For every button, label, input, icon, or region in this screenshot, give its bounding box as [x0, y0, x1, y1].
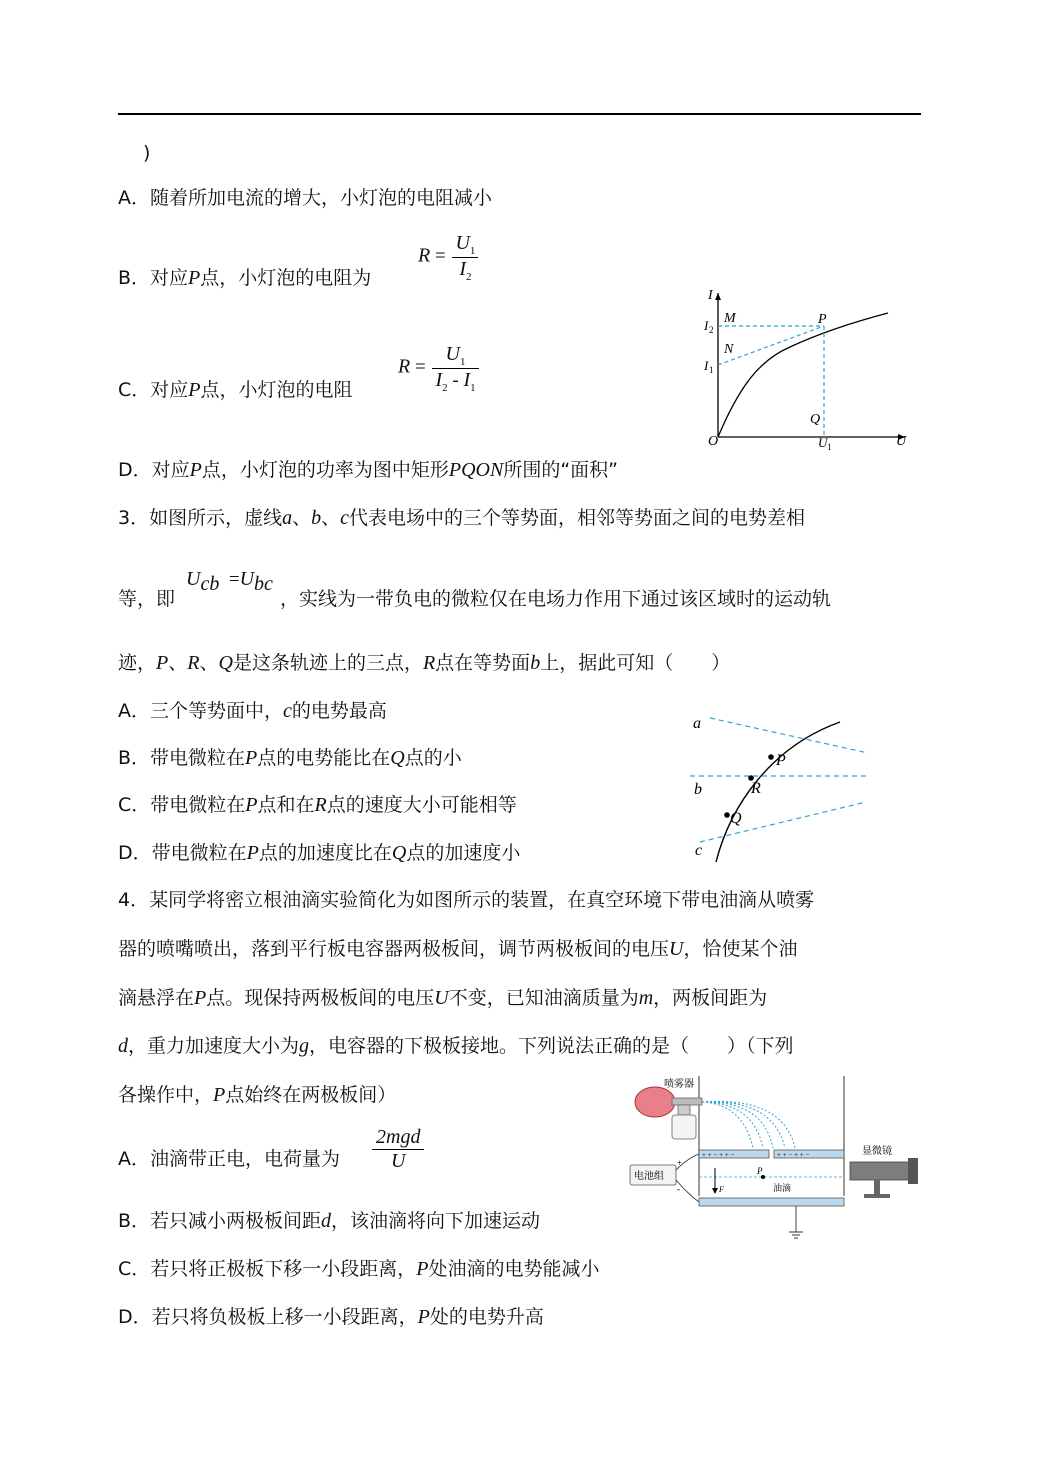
microscope-base	[864, 1194, 890, 1198]
point-p-label: P	[776, 752, 786, 769]
q4-line-4: d，重力加速度大小为g，电容器的下极板接地。下列说法正确的是（ ）（下列	[118, 1035, 794, 1057]
q2-option-d: D．对应P点，小灯泡的功率为图中矩形PQON所围的“面积”	[118, 459, 619, 481]
q2-b-formula: R = $\frac{U_1}{I_2}$	[418, 232, 478, 283]
sprayer-label: 喷雾器	[664, 1079, 694, 1090]
point-q-label: Q	[810, 412, 821, 427]
q3-line-3: 迹，P、R、Q是这条轨迹上的三点，R点在等势面b上，据此可知（ ）	[118, 652, 731, 674]
q4-a-charge-formula: $\frac{\text{2mgd}}{U}$	[372, 1126, 424, 1173]
u1-subscript: 1	[827, 442, 832, 452]
u-axis-label: U	[896, 434, 907, 449]
iu-graph-figure	[700, 285, 915, 455]
q2-option-b: B．对应P点，小灯泡的电阻为	[118, 267, 372, 289]
q4-line-5: 各操作中，P点始终在两极板间）	[118, 1084, 397, 1106]
sprayer-nozzle	[672, 1098, 702, 1105]
surface-c-label: c	[695, 842, 703, 859]
q4-option-d: D．若只将负极板上移一小段距离，P处的电势升高	[118, 1306, 544, 1328]
i1-label: I	[704, 358, 709, 373]
header-rule	[118, 113, 921, 115]
point-q-dot	[724, 812, 730, 818]
microscope-label: 显微镜	[862, 1146, 892, 1157]
point-p-label: P	[757, 1166, 763, 1176]
bottom-plate	[699, 1198, 844, 1206]
q2-c-formula: R = $\frac{U_1}{I_2 - I_1}$	[398, 343, 479, 394]
battery-label: 电池组	[634, 1171, 664, 1182]
origin-label: O	[708, 434, 719, 449]
point-r-label: R	[751, 780, 761, 797]
q2-option-c: C．对应P点，小灯泡的电阻	[118, 379, 353, 401]
sprayer-neck	[678, 1105, 690, 1115]
point-p-dot	[768, 754, 774, 760]
particle-trajectory	[716, 722, 840, 862]
q3-potential-formula: $U_{cb} =U_{bc}$	[186, 568, 273, 595]
i2-subscript: 2	[709, 325, 714, 335]
q4-line-1: 4．某同学将密立根油滴实验简化为如图所示的装置，在真空环境下带电油滴从喷雾	[118, 889, 815, 911]
q4-line-3: 滴悬浮在P点。现保持两极板间的电压U不变，已知油滴质量为m，两板间距为	[118, 987, 768, 1009]
q2-tail: )	[143, 142, 151, 164]
i1-subscript: 1	[709, 365, 714, 375]
q2-option-a: A．随着所加电流的增大，小灯泡的电阻减小	[118, 187, 492, 209]
negative-terminal-label: -	[677, 1184, 680, 1194]
q3-option-a: A．三个等势面中，c的电势最高	[118, 700, 387, 722]
millikan-apparatus-figure	[628, 1076, 923, 1244]
tangent-dashed-line	[718, 326, 824, 365]
point-n-label: N	[724, 342, 734, 357]
microscope-stand	[874, 1180, 880, 1194]
sprayer-bottle	[672, 1115, 696, 1139]
q4-option-b: B．若只减小两极板间距d，该油滴将向下加速运动	[118, 1210, 541, 1232]
spray-path	[702, 1101, 795, 1148]
iu-curve	[718, 313, 888, 437]
point-m-label: M	[724, 311, 736, 326]
top-plate-charges: + + − + + −	[702, 1151, 735, 1159]
equipotential-a	[710, 718, 868, 753]
q3-option-b: B．带电微粒在P点的电势能比在Q点的小	[118, 747, 462, 769]
microscope-tube	[850, 1162, 914, 1180]
i-axis-label: I	[708, 288, 713, 303]
top-plate-charges: + + − + + −	[777, 1151, 810, 1159]
q3-option-c: C．带电微粒在P点和在R点的速度大小可能相等	[118, 794, 517, 816]
spray-path	[702, 1102, 753, 1148]
u1-label: U	[818, 435, 828, 450]
force-label: F	[719, 1185, 724, 1194]
sprayer-bulb	[635, 1087, 675, 1117]
force-arrowhead	[712, 1188, 718, 1194]
equipotential-figure	[690, 712, 875, 867]
i2-label: I	[704, 318, 709, 333]
microscope-eyepiece	[908, 1158, 918, 1184]
q3-line-1: 3．如图所示，虚线a、b、c代表电场中的三个等势面，相邻等势面之间的电势差相	[118, 507, 806, 529]
surface-b-label: b	[694, 781, 702, 798]
point-q-label: Q	[730, 810, 742, 827]
q3-line-2: 等，即 ，实线为一带负电的微粒仅在电场力作用下通过该区域时的运动轨	[118, 588, 832, 610]
surface-a-label: a	[693, 715, 701, 732]
oil-drop-label: 油滴	[773, 1183, 792, 1193]
q4-option-c: C．若只将正极板下移一小段距离，P处油滴的电势能减小	[118, 1258, 600, 1280]
positive-terminal-label: +	[677, 1158, 683, 1168]
i-axis-arrow	[715, 293, 721, 300]
point-p-label: P	[818, 312, 827, 327]
q3-option-d: D．带电微粒在P点的加速度比在Q点的加速度小	[118, 842, 521, 864]
q4-line-2: 器的喷嘴喷出，落到平行板电容器两极板间，调节两极板间的电压U，恰使某个油	[118, 938, 798, 960]
q4-option-a: A．油滴带正电，电荷量为	[118, 1148, 340, 1170]
